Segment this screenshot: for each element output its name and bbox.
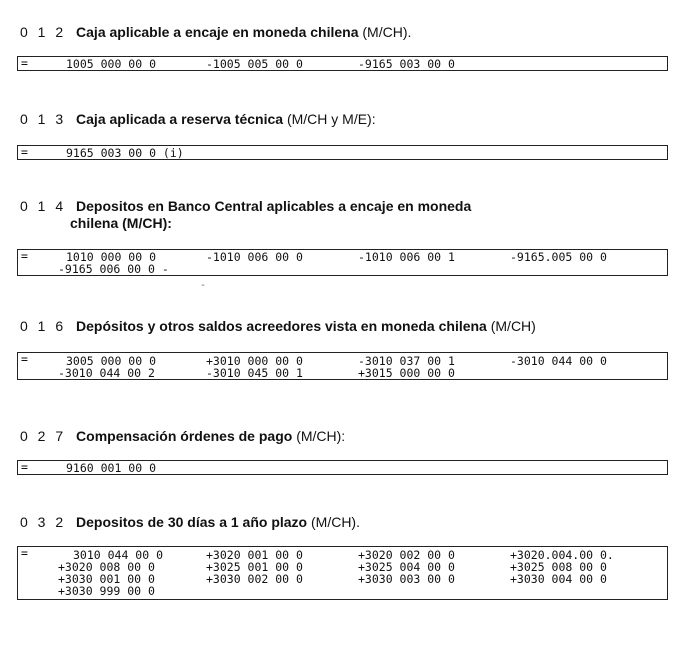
account-code: 3010 044 00 0 (73, 548, 164, 562)
section-027-heading (20, 428, 345, 445)
account-code: +3015 000 00 0 (358, 366, 455, 380)
section-title: Caja aplicada a reserva técnica (76, 111, 284, 127)
section-code: 0 3 2 (20, 514, 67, 530)
section-012-heading (20, 24, 411, 41)
account-code: +3030 003 00 0 (358, 572, 455, 586)
section-014-heading (20, 198, 471, 232)
equals-sign: = (21, 460, 28, 474)
section-032-heading (20, 514, 360, 531)
account-code: +3020 002 00 0 (358, 548, 455, 562)
account-code: -3010 037 00 1 (358, 354, 455, 368)
section-code: 0 1 3 (20, 111, 67, 127)
section-suffix: (M/CH). (311, 514, 360, 530)
section-title: Compensación órdenes de pago (76, 428, 293, 444)
account-code: -3010 045 00 1 (206, 366, 303, 380)
account-code: 9165 003 00 0 (i) (66, 146, 184, 160)
account-code: +3030 002 00 0 (206, 572, 303, 586)
account-code: -1010 006 00 1 (358, 250, 455, 264)
account-code: +3025 008 00 0 (510, 560, 607, 574)
account-row (18, 58, 667, 70)
account-code: +3030 999 00 0 (58, 584, 155, 598)
section-027-account-box (17, 460, 668, 475)
section-code: 0 2 7 (20, 428, 67, 444)
equals-sign: = (21, 145, 28, 159)
account-code: -9165.005 00 0 (510, 250, 607, 264)
section-013-heading (20, 111, 376, 128)
scan-mark: - (200, 280, 207, 291)
section-code: 0 1 4 (20, 198, 67, 214)
account-code: +3030 001 00 0 (58, 572, 155, 586)
account-code: +3025 004 00 0 (358, 560, 455, 574)
section-016-account-box (17, 352, 668, 380)
account-row (18, 147, 667, 159)
account-code: +3020 001 00 0 (206, 548, 303, 562)
equals-sign: = (21, 352, 28, 366)
section-016-heading (20, 318, 536, 335)
account-code: 3005 000 00 0 (66, 354, 157, 368)
account-code: +3020 008 00 0 (58, 560, 155, 574)
equals-sign: = (21, 56, 28, 70)
section-title-continuation: chilena (M/CH): (70, 215, 172, 231)
account-code: +3030 004 00 0 (510, 572, 607, 586)
equals-sign: = (21, 546, 28, 560)
section-013-account-box (17, 145, 668, 160)
section-title: Depositos en Banco Central aplicables a encaje en moneda (76, 198, 472, 214)
section-014-account-box (17, 249, 668, 276)
account-code: +3020.004.00 0. (510, 548, 614, 562)
section-code: 0 1 6 (20, 318, 67, 334)
account-code: 9160 001 00 0 (66, 461, 157, 475)
section-suffix: (M/CH). (362, 24, 412, 40)
section-suffix: (M/CH y M/E): (286, 111, 376, 127)
account-row (18, 462, 667, 474)
account-code: -3010 044 00 2 (58, 366, 155, 380)
account-row (18, 585, 667, 597)
section-suffix: (M/CH): (296, 428, 346, 444)
account-code: -1005 005 00 0 (206, 57, 303, 71)
account-code: -9165 006 00 0 - (58, 262, 169, 276)
section-suffix: (M/CH) (490, 318, 536, 334)
account-code: 1010 000 00 0 (66, 250, 157, 264)
account-code: -1010 006 00 0 (206, 250, 303, 264)
account-row (18, 367, 667, 379)
section-title: Depositos de 30 días a 1 año plazo (76, 514, 308, 530)
account-row (18, 263, 667, 275)
account-code: -3010 044 00 0 (510, 354, 607, 368)
section-012-account-box (17, 56, 668, 71)
account-code: 1005 000 00 0 (66, 57, 157, 71)
account-code: -9165 003 00 0 (358, 57, 455, 71)
section-title: Caja aplicable a encaje en moneda chilena (76, 24, 359, 40)
section-032-account-box (17, 546, 668, 600)
equals-sign: = (21, 249, 28, 263)
account-code: +3010 000 00 0 (206, 354, 303, 368)
account-code: +3025 001 00 0 (206, 560, 303, 574)
section-title: Depósitos y otros saldos acreedores vista en moneda chilena (76, 318, 487, 334)
section-code: 0 1 2 (20, 24, 67, 40)
